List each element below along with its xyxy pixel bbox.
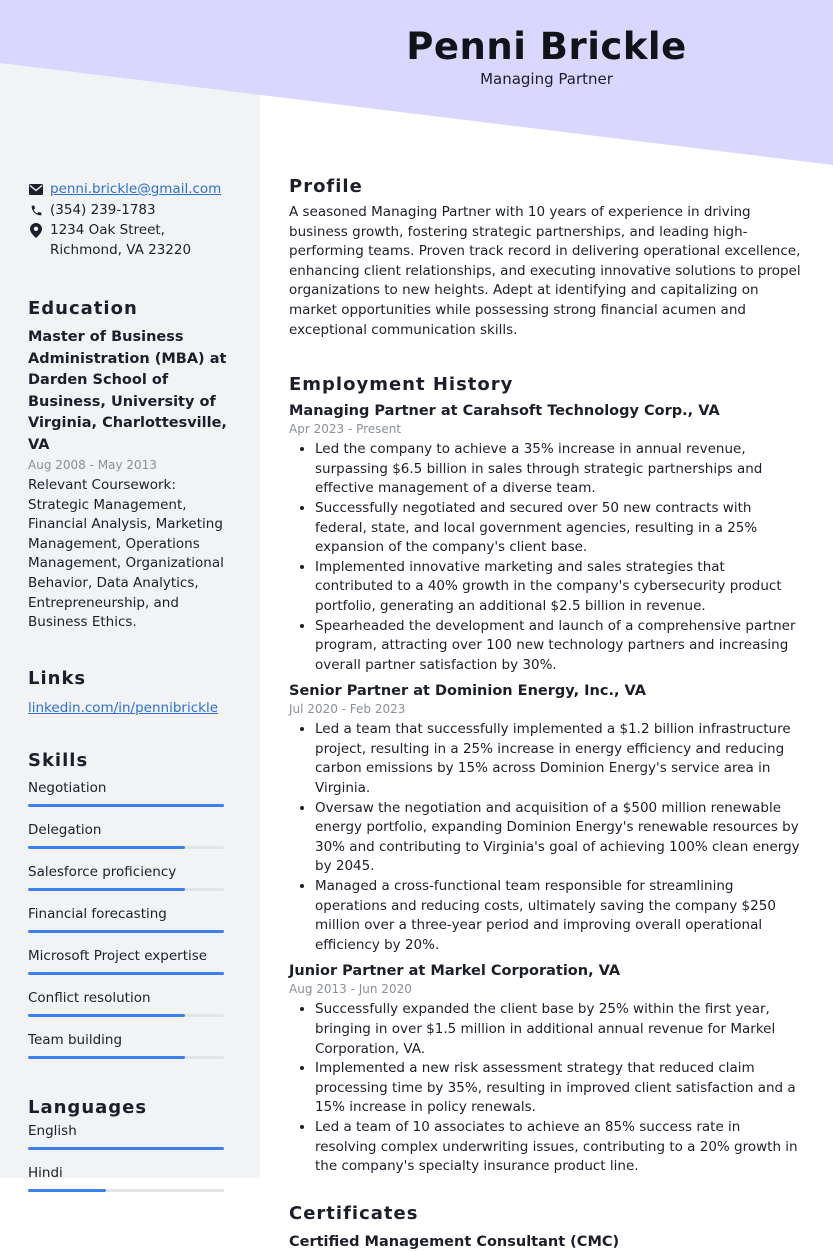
skills-heading: Skills: [28, 749, 89, 771]
languages-list: [28, 1122, 233, 1192]
skills-item: [28, 863, 233, 891]
skills-level-fill: [28, 972, 224, 975]
skills-label: Delegation: [28, 821, 102, 838]
phone-number: (354) 239-1783: [50, 201, 156, 218]
job-dates: Apr 2023 - Present: [289, 422, 402, 437]
candidate-name: Penni Brickle: [406, 25, 687, 68]
profile-heading: Profile: [289, 176, 363, 197]
job-title: Managing Partner at Carahsoft Technology Corp., VA: [289, 403, 720, 420]
skills-level-fill: [28, 888, 185, 891]
skills-label: Financial forecasting: [28, 905, 167, 922]
links-heading: Links: [28, 667, 87, 689]
skills-label: Negotiation: [28, 779, 107, 796]
skills-label: Microsoft Project expertise: [28, 947, 208, 964]
skills-level-fill: [28, 930, 224, 933]
profile-section: [289, 176, 801, 340]
education-degree: Master of Business Administration (MBA) at Darden School of Business, University of Virginia, Charlottesville, VA: [28, 329, 227, 453]
job-bullet: • Implemented innovative marketing and sales strategies that contributed to a 40% growth in the company's cybersecurity product portfolio, generating an additional $2.5 billion in revenue.: [315, 558, 801, 617]
skills-level-fill: [28, 1056, 185, 1059]
skills-label: Conflict resolution: [28, 989, 151, 1006]
skills-level-bar: [28, 888, 224, 891]
skills-label: Team building: [28, 1031, 123, 1048]
job-title: Junior Partner at Markel Corporation, VA: [289, 963, 621, 980]
contact-phone: [28, 201, 233, 221]
profile-text: A seasoned Managing Partner with 10 years of experience in driving business growth, fostering strategic partnerships, and leading high-performing teams. Proven track record in delivering operational excellence, enhancing client relationships, and executing innovative solutions to propel organizations to new heights. Adept at identifying and capitalizing on market opportunities while possessing strong financial acumen and exceptional communication skills.: [289, 204, 801, 338]
skills-level-fill: [28, 846, 185, 849]
languages-label: Hindi: [28, 1164, 63, 1181]
skills-level-bar: [28, 972, 224, 975]
jobs-list: [289, 401, 801, 1177]
education-section: [28, 298, 233, 633]
job-bullets: [289, 1000, 801, 1176]
skills-level-fill: [28, 1014, 185, 1017]
contact-block: [28, 180, 233, 260]
skills-level-bar: [28, 1056, 224, 1059]
certificates-heading: Certificates: [289, 1202, 419, 1224]
contact-email: [28, 180, 233, 200]
job-bullet: • Successfully negotiated and secured over 50 new contracts with federal, state, and local government agencies, resulting in a 25% expansion of the company's client base.: [315, 499, 801, 558]
address-text: 1234 Oak Street, Richmond, VA 23220: [50, 222, 192, 258]
skills-item: [28, 989, 233, 1017]
sidebar: [28, 180, 233, 1206]
skills-level-bar: [28, 846, 224, 849]
education-coursework: Relevant Coursework: Strategic Management, Financial Analysis, Marketing Management, Operations Management, Organizational Behavior, Data Analytics, Entrepreneurship, and Business Ethics.: [28, 477, 224, 631]
main-content: [289, 176, 801, 1252]
job-bullets: [289, 720, 801, 955]
languages-level-bar: [28, 1147, 224, 1150]
job-bullet: • Spearheaded the development and launch of a comprehensive partner program, attracting over 100 new technology partners and increasing overall partner satisfaction by 30%.: [315, 617, 801, 676]
job-title: Senior Partner at Dominion Energy, Inc., VA: [289, 683, 646, 700]
email-link[interactable]: penni.brickle@gmail.com: [50, 181, 222, 197]
job-bullet: • Successfully expanded the client base by 25% within the first year, bringing in over $1.5 million in additional annual revenue for Markel Corporation, VA.: [315, 1000, 801, 1059]
phone-icon: [28, 201, 44, 220]
location-pin-icon: [28, 221, 44, 240]
skills-item: [28, 1031, 233, 1059]
job-dates: Jul 2020 - Feb 2023: [289, 702, 406, 717]
candidate-role: Managing Partner: [480, 70, 613, 88]
languages-heading: Languages: [28, 1096, 148, 1118]
languages-level-fill: [28, 1189, 106, 1192]
job-entry: [289, 961, 801, 1176]
skills-item: [28, 779, 233, 807]
languages-level-bar: [28, 1189, 224, 1192]
job-entry: [289, 401, 801, 675]
job-bullets: [289, 440, 801, 675]
contact-address: [28, 221, 233, 260]
envelope-icon: [28, 180, 44, 199]
skills-item: [28, 905, 233, 933]
certificates-section: [289, 1203, 801, 1252]
skills-item: [28, 947, 233, 975]
skills-level-fill: [28, 804, 224, 807]
job-entry: [289, 681, 801, 955]
skills-level-bar: [28, 1014, 224, 1017]
job-bullet: • Oversaw the negotiation and acquisition of a $500 million renewable energy portfolio, expanding Dominion Energy's renewable resources by 30% and contributing to Virginia's goal of achieving 100% clean energy by 2045.: [315, 799, 801, 877]
job-bullet: • Managed a cross-functional team responsible for streamlining operations and reducing costs, ultimately saving the company $250 million over a three-year period and improving overall operational efficiency by 20%.: [315, 877, 801, 955]
education-heading: Education: [28, 298, 138, 319]
certificates-list: [289, 1232, 801, 1252]
languages-level-fill: [28, 1147, 224, 1150]
skills-level-bar: [28, 804, 224, 807]
job-bullet: • Led a team that successfully implemented a $1.2 billion infrastructure project, resulting in a 25% increase in energy efficiency and reducing carbon emissions by 15% across Dominion Energy's service area in Virginia.: [315, 720, 801, 798]
employment-section: [289, 374, 801, 1177]
skills-list: [28, 779, 233, 1059]
skills-section: [28, 750, 233, 1059]
links-section: [28, 668, 233, 716]
languages-label: English: [28, 1122, 77, 1139]
job-bullet: • Implemented a new risk assessment strategy that reduced claim processing time by 35%, resulting in improved client satisfaction and a 15% increase in policy renewals.: [315, 1059, 801, 1118]
job-dates: Aug 2013 - Jun 2020: [289, 982, 412, 997]
languages-item: [28, 1122, 233, 1150]
job-bullet: • Led a team of 10 associates to achieve an 85% success rate in resolving complex underwriting issues, contributing to a 20% growth in the company's specialty insurance product line.: [315, 1118, 801, 1177]
skills-label: Salesforce proficiency: [28, 863, 177, 880]
employment-heading: Employment History: [289, 374, 514, 396]
skills-level-bar: [28, 930, 224, 933]
certificate-title: Certified Management Consultant (CMC): [289, 1233, 620, 1250]
education-dates: Aug 2008 - May 2013: [28, 458, 157, 472]
linkedin-link[interactable]: linkedin.com/in/pennibrickle: [28, 699, 219, 716]
job-bullet: • Led the company to achieve a 35% increase in annual revenue, surpassing $6.5 billion in sales through strategic partnerships and effective management of a diverse team.: [315, 440, 801, 499]
skills-item: [28, 821, 233, 849]
